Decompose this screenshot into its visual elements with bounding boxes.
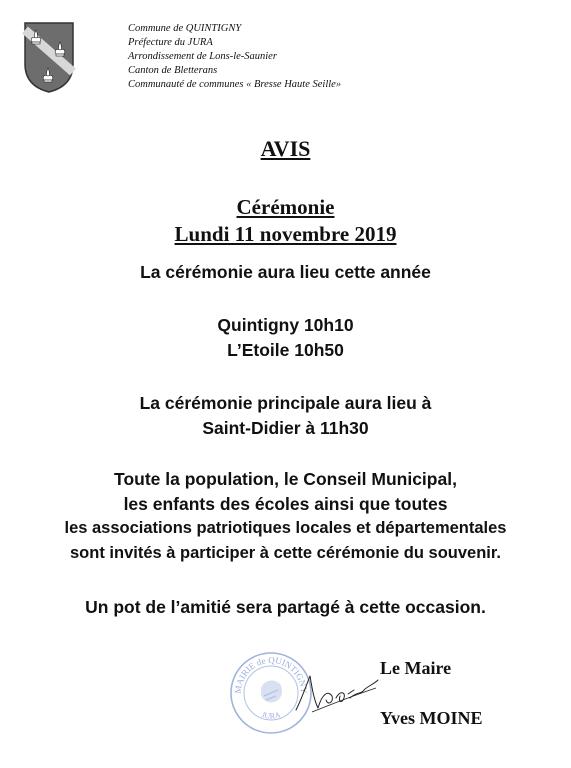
main-ceremony-line1: La cérémonie principale aura lieu à — [139, 393, 432, 413]
header-line-communaute: Communauté de communes « Bresse Haute Seille» — [128, 79, 342, 90]
ceremony-date: Lundi 11 novembre 2019 — [174, 222, 397, 246]
place-etoile: L’Etoile 10h50 — [227, 340, 344, 360]
ceremony-heading: Cérémonie — [236, 195, 335, 219]
invite-line-2: les enfants des écoles ainsi que toutes — [123, 494, 448, 514]
handwritten-signature — [292, 668, 382, 718]
place-quintigny: Quintigny 10h10 — [217, 315, 354, 335]
notice-title: AVIS — [260, 136, 311, 161]
intro-text: La cérémonie aura lieu cette année — [140, 262, 431, 282]
invite-line-4: sont invités à participer à cette cérémonie du souvenir. — [70, 544, 501, 562]
main-ceremony-line2: Saint-Didier à 11h30 — [202, 418, 369, 438]
stamp-bottom-text: JURA — [260, 710, 282, 721]
invite-line-3: les associations patriotiques locales et départementales — [64, 519, 507, 537]
signature-role: Le Maire — [380, 658, 452, 678]
header-line-prefecture: Préfecture du JURA — [128, 37, 213, 48]
signatory-name: Yves MOINE — [380, 708, 483, 728]
coat-of-arms-icon — [22, 20, 76, 94]
header-line-canton: Canton de Bletterans — [128, 65, 218, 76]
stamp-top-text: MAIRIE de QUINTIGNY — [232, 654, 310, 694]
header-line-commune: Commune de QUINTIGNY — [128, 23, 242, 34]
svg-text:JURA — [261, 710, 282, 721]
header-line-arrondissement: Arrondissement de Lons-le-Saunier — [128, 51, 277, 62]
closing-text: Un pot de l’amitié sera partagé à cette occasion. — [85, 597, 486, 617]
administrative-header — [128, 22, 341, 92]
invite-line-1: Toute la population, le Conseil Municipal, — [114, 469, 457, 489]
